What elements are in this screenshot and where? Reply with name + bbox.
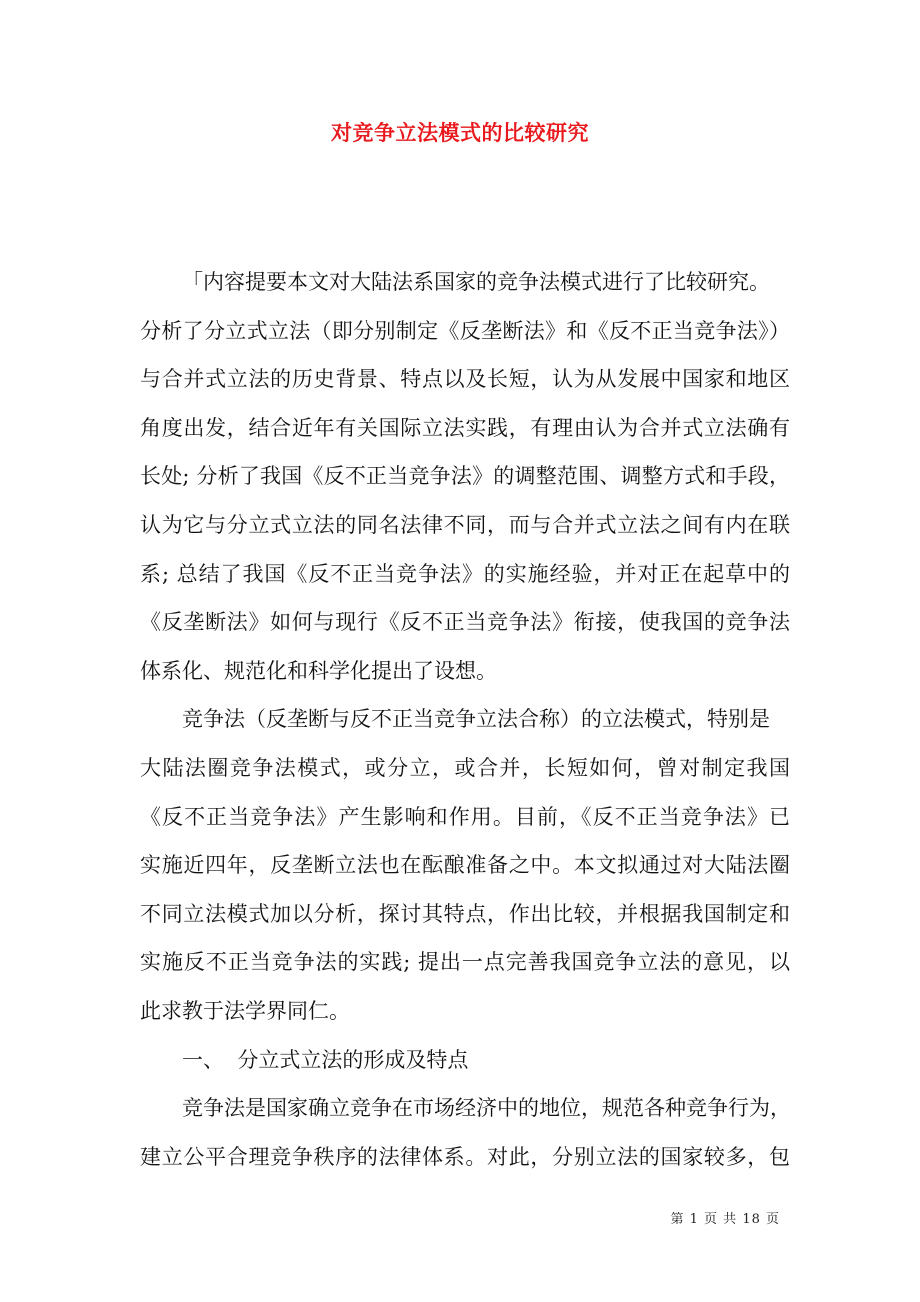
page-number: 第 1 页 共 18 页 (670, 1212, 780, 1227)
text-line: 长处; 分析了我国《反不正当竞争法》的调整范围、调整方式和手段， (140, 464, 790, 489)
text-line: 与合并式立法的历史背景、特点以及长短，认为从发展中国家和地区 (140, 367, 790, 392)
text-line: 竞争法是国家确立竞争在市场经济中的地位，规范各种竞争行为， (182, 1096, 791, 1121)
text-line: 《反不正当竞争法》产生影响和作用。目前，《反不正当竞争法》已 (140, 804, 790, 829)
text-line: 建立公平合理竞争秩序的法律体系。对此，分别立法的国家较多，包 (140, 1144, 790, 1169)
text-line: 竞争法（反垄断与反不正当竞争立法合称）的立法模式，特别是 (182, 707, 770, 732)
text-line: 认为它与分立式立法的同名法律不同，而与合并式立法之间有内在联 (140, 512, 790, 537)
text-line: 实施近四年，反垄断立法也在酝酿准备之中。本文拟通过对大陆法圈 (140, 853, 790, 878)
section-heading: 一、 分立式立法的形成及特点 (182, 1047, 469, 1072)
text-line: 角度出发，结合近年有关国际立法实践，有理由认为合并式立法确有 (140, 415, 790, 440)
text-line: 「内容提要本文对大陆法系国家的竞争法模式进行了比较研究。 (182, 270, 770, 294)
text-line: 分析了分立式立法（即分别制定《反垄断法》和《反不正当竞争法》） (140, 318, 790, 343)
document-title: 对竞争立法模式的比较研究 (331, 120, 589, 145)
text-line: 实施反不正当竞争法的实践; 提出一点完善我国竞争立法的意见，以 (140, 950, 790, 975)
body-text (140, 258, 790, 1181)
text-line: 系; 总结了我国《反不正当竞争法》的实施经验，并对正在起草中的 (140, 561, 790, 586)
text-line: 大陆法圈竞争法模式，或分立，或合并，长短如何，曾对制定我国 (140, 755, 790, 780)
text-line: 体系化、规范化和科学化提出了设想。 (140, 658, 497, 683)
text-line: 不同立法模式加以分析，探讨其特点，作出比较，并根据我国制定和 (140, 901, 790, 926)
text-line: 《反垄断法》如何与现行《反不正当竞争法》衔接，使我国的竞争法 (140, 610, 790, 635)
text-line: 此求教于法学界同仁。 (140, 998, 350, 1023)
